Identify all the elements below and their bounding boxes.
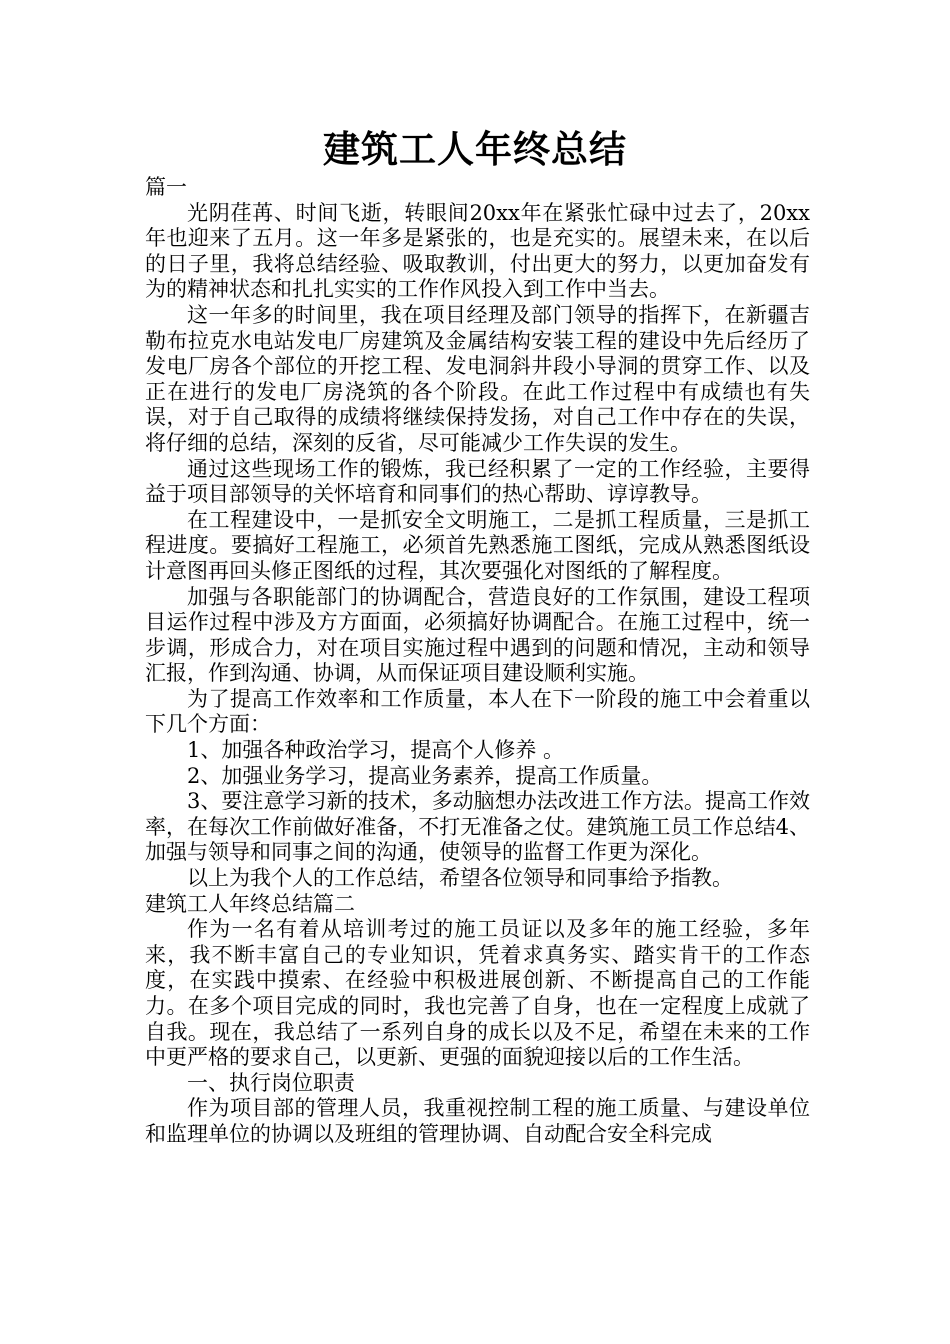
- paragraph: 建筑工人年终总结篇二: [145, 891, 355, 916]
- paragraph: 作为一名有着从培训考过的施工员证以及多年的施工经验，多年来，我不断丰富自己的专业知识，凭着求真务实、踏实肯干的工作态度，在实践中摸索、在经验中积极进展创新、不断提高自己的工作能力。在多个项目完成的同时，我也完善了自身，也在一定程度上成就了自我。现在，我总结了一系列自身的成长以及不足，希望在未来的工作中更严格的要求自己，以更新、更强的面貌迎接以后的工作生活。: [145, 917, 810, 1070]
- paragraph: 通过这些现场工作的锻炼，我已经积累了一定的工作经验，主要得益于项目部领导的关怀培育和同事们的热心帮助、谆谆教导。: [145, 456, 810, 507]
- paragraph: 1、加强各种政治学习，提高个人修养 。: [187, 738, 565, 763]
- paragraph: 2、加强业务学习，提高业务素养，提高工作质量。: [187, 763, 663, 788]
- document-title: 建筑工人年终总结: [323, 128, 627, 171]
- paragraph: 为了提高工作效率和工作质量，本人在下一阶段的施工中会着重以下几个方面：: [145, 686, 810, 737]
- paragraph: 这一年多的时间里，我在项目经理及部门领导的指挥下，在新疆吉勒布拉克水电站发电厂房建筑及金属结构安装工程的建设中先后经历了发电厂房各个部位的开挖工程、发电洞斜井段小导洞的贯穿工作、以及正在进行的发电厂房浇筑的各个阶段。在此工作过程中有成绩也有失误，对于自己取得的成绩将继续保持发扬，对自己工作中存在的失误，将仔细的总结，深刻的反省，尽可能减少工作失误的发生。: [145, 302, 810, 455]
- paragraph: 一、执行岗位职责: [187, 1070, 355, 1095]
- paragraph: 光阴荏苒、时间飞逝，转眼间20xx年在紧张忙碌中过去了，20xx年也迎来了五月。这一年多是紧张的，也是充实的。展望未来，在以后的日子里，我将总结经验、吸取教训，付出更大的努力，以更加奋发有为的精神状态和扎扎实实的工作作风投入到工作中当去。: [145, 200, 810, 302]
- paragraph: 在工程建设中，一是抓安全文明施工，二是抓工程质量，三是抓工程进度。要搞好工程施工，必须首先熟悉施工图纸，完成从熟悉图纸设计意图再回头修正图纸的过程，其次要强化对图纸的了解程度。: [145, 507, 810, 583]
- paragraph: 3、要注意学习新的技术，多动脑想办法改进工作方法。提高工作效率，在每次工作前做好准备，不打无准备之仗。建筑施工员工作总结4、加强与领导和同事之间的沟通，使领导的监督工作更为深化。: [145, 789, 810, 865]
- paragraph: 篇一: [145, 175, 187, 199]
- paragraph: 加强与各职能部门的协调配合，营造良好的工作氛围，建设工程项目运作过程中涉及方方面面，必须搞好协调配合。在施工过程中，统一步调，形成合力，对在项目实施过程中遇到的问题和情况，主动和领导汇报，作到沟通、协调，从而保证项目建设顺利实施。: [145, 584, 810, 686]
- paragraph: 作为项目部的管理人员，我重视控制工程的施工质量、与建设单位和监理单位的协调以及班组的管理协调、自动配合安全科完成: [145, 1096, 810, 1146]
- paragraph: 以上为我个人的工作总结，希望各位领导和同事给予指教。: [187, 866, 733, 891]
- document-body: [145, 175, 810, 1148]
